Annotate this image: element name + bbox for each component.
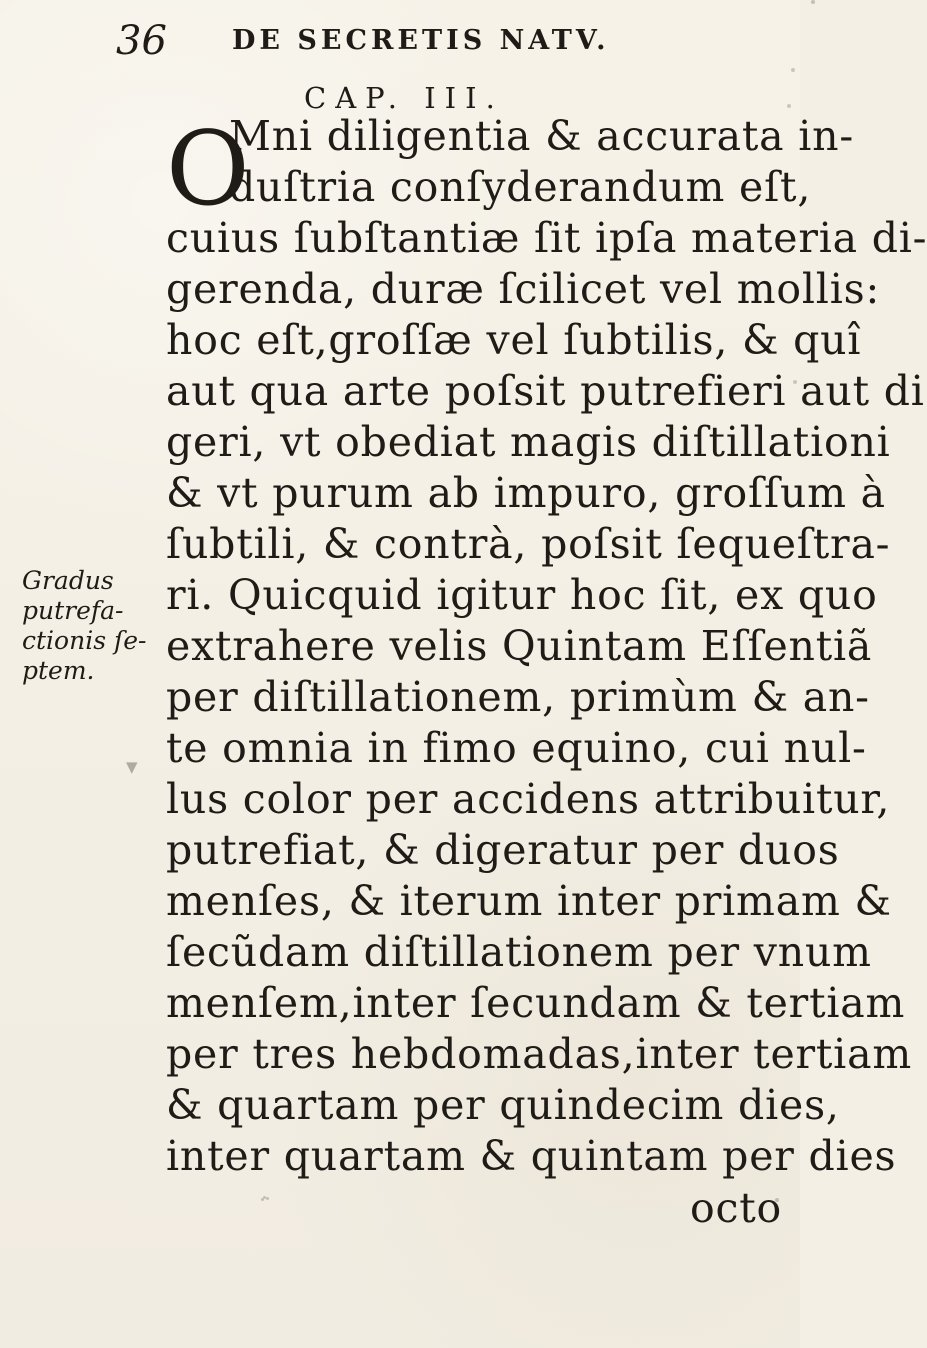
body-line: Mni diligentia & accurata in-	[229, 112, 854, 160]
chapter-heading: CAP. III.	[304, 81, 504, 115]
margin-note-line: Gradus	[22, 566, 114, 595]
body-line: inter quartam & quintam per dies	[166, 1132, 897, 1180]
body-line: te omnia in fimo equino, cui nul-	[166, 724, 867, 772]
margin-note	[22, 566, 147, 686]
body-line: lus color per accidens attribuitur,	[166, 775, 891, 823]
body-line: extrahere velis Quintam Eſſentiã	[166, 622, 873, 670]
body-line: ri. Quicquid igitur hoc ſit, ex quo	[166, 571, 878, 619]
body-line: ſecũdam diſtillationem per vnum	[166, 928, 872, 976]
body-line: ſubtili, & contrà, poſsit ſequeſtra-	[166, 520, 891, 568]
drop-initial: O	[166, 110, 250, 229]
page-header	[0, 18, 800, 78]
main-text-block	[166, 100, 927, 1260]
body-line: & quartam per quindecim dies,	[166, 1081, 840, 1129]
margin-note-line: putrefa-	[22, 596, 124, 625]
body-line: menſem,inter ſecundam & tertiam	[166, 979, 906, 1027]
body-line: per tres hebdomadas,inter tertiam	[166, 1030, 913, 1078]
body-line: & vt purum ab impuro, groſſum à	[166, 469, 886, 517]
margin-note-line: ptem.	[22, 656, 95, 685]
body-line: gerenda, duræ ſcilicet vel mollis:	[166, 265, 881, 313]
body-line: menſes, & iterum inter primam &	[166, 877, 892, 925]
body-line: hoc eſt,groſſæ vel ſubtilis, & quî	[166, 316, 862, 364]
body-line: putrefiat, & digeratur per duos	[166, 826, 840, 874]
margin-mark-icon: ▼	[126, 758, 138, 776]
page-number: 36	[116, 18, 167, 64]
catchword: octo	[690, 1184, 783, 1232]
body-line: duſtria conſyderandum eſt,	[229, 163, 812, 211]
body-line: aut qua arte poſsit putrefieri aut di	[166, 367, 925, 415]
body-line: per diſtillationem, primùm & an-	[166, 673, 870, 721]
margin-note-line: ctionis ſe-	[22, 626, 147, 655]
body-line: geri, vt obediat magis diſtillationi	[166, 418, 891, 466]
running-head: DE SECRETIS NATV.	[232, 25, 610, 56]
body-line: cuius ſubſtantiæ ſit ipſa materia di-	[166, 214, 927, 262]
